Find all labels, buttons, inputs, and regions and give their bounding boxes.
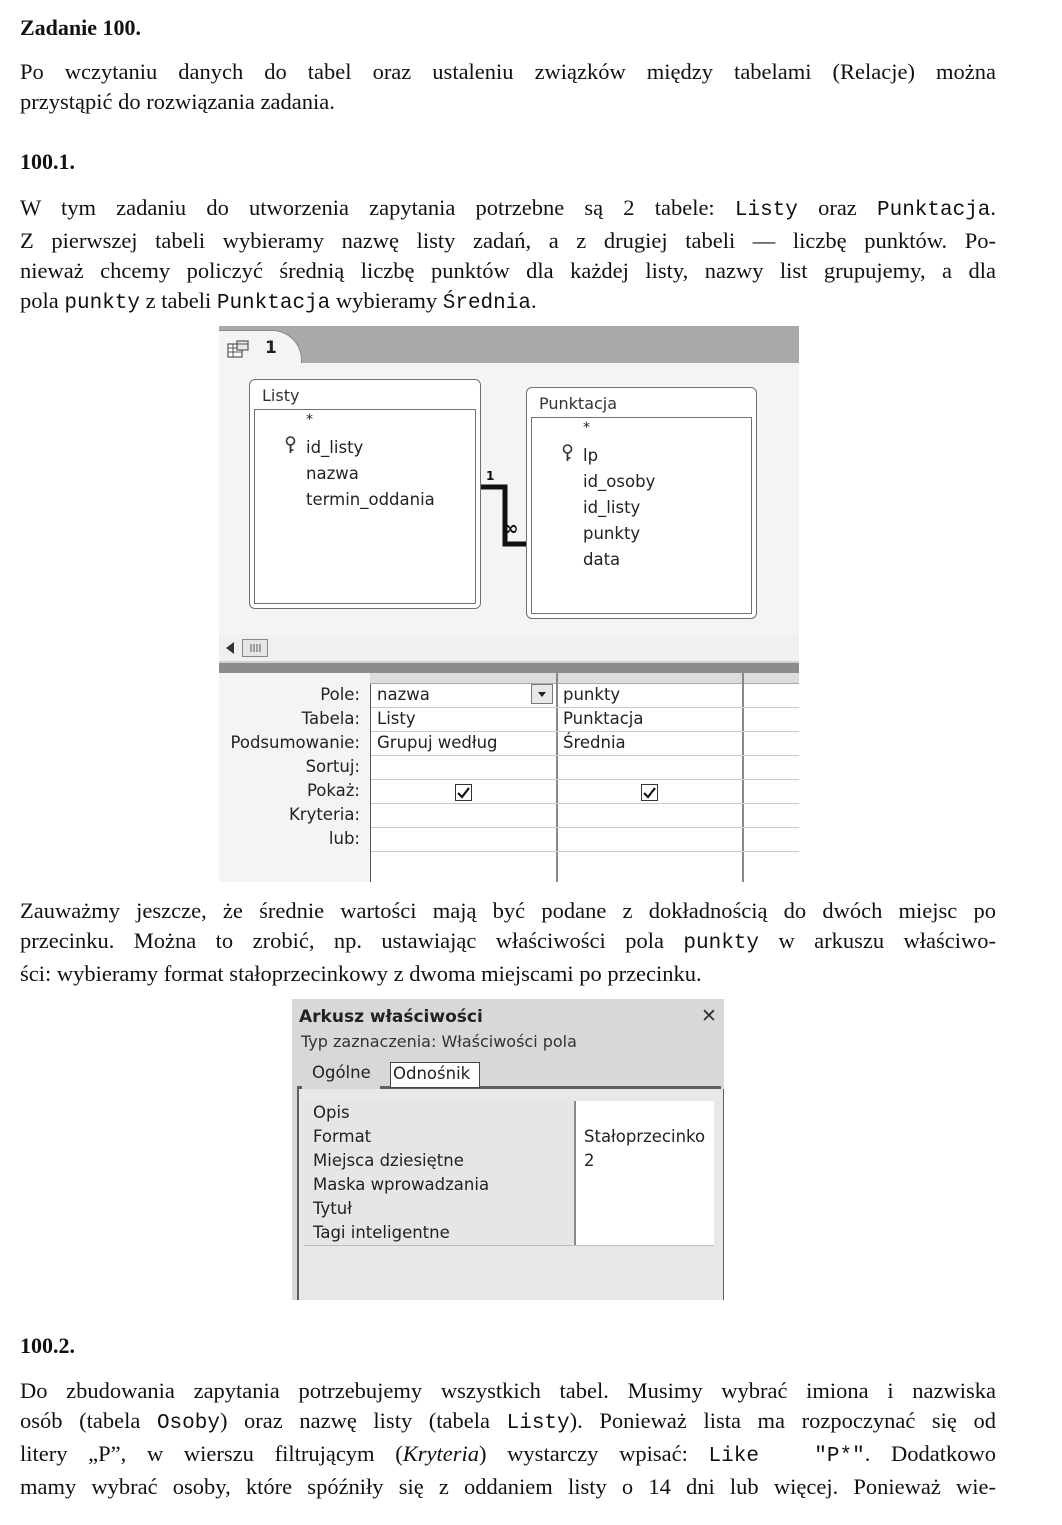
paragraph-100-2	[20, 1376, 996, 1502]
text-span: wybieramy	[335, 288, 438, 313]
property-name: Format	[304, 1125, 576, 1149]
row-label-kryteria: Kryteria:	[288, 805, 360, 824]
tab-odnosnik[interactable]	[390, 1062, 480, 1088]
text-span: W tym zadaniu do utworzenia zapytania potrzebne są 2 tabele:	[20, 195, 715, 220]
text-span: z tabeli	[145, 288, 212, 313]
text-span: osób (tabela	[20, 1408, 141, 1433]
query-tab-bar	[219, 326, 799, 363]
property-row-tytul[interactable]	[304, 1197, 714, 1222]
code-srednia: Średnia	[442, 292, 531, 315]
code-like: Like "P*"	[708, 1445, 865, 1468]
pane-splitter[interactable]	[219, 661, 799, 673]
heading-100-1: 100.1.	[20, 149, 75, 174]
field-id-listy[interactable]: id_listy	[306, 438, 364, 457]
grid-row-divider	[371, 755, 799, 756]
intro-paragraph	[20, 57, 996, 117]
column-selectors[interactable]	[370, 673, 799, 684]
cell-tabela-2[interactable]: Punktacja	[563, 709, 644, 728]
relation-one-label: 1	[486, 469, 495, 483]
scroll-left-arrow-icon[interactable]	[223, 641, 237, 655]
paragraph-format-note	[20, 896, 996, 989]
cell-pole-2[interactable]: punkty	[563, 685, 621, 704]
p1002-line-2	[20, 1406, 996, 1439]
property-name: Maska wprowadzania	[304, 1173, 576, 1197]
selection-type-label: Typ zaznaczenia: Właściwości pola	[301, 1032, 577, 1051]
grid-row-divider	[371, 707, 799, 708]
checkmark-icon	[456, 785, 471, 800]
field-nazwa[interactable]: nazwa	[306, 464, 359, 483]
property-list	[297, 1089, 724, 1300]
p-after-line-3: ści: wybieramy format stałoprzecinkowy z dwoma miejscami po przecinku.	[20, 961, 702, 986]
row-label-podsumowanie: Podsumowanie:	[230, 733, 360, 752]
property-value[interactable]: Stałoprzecinko	[584, 1127, 706, 1146]
field-star[interactable]: *	[306, 412, 313, 428]
tab-odnosnik-label: Odnośnik	[393, 1064, 471, 1083]
chevron-down-icon	[532, 685, 552, 703]
grid-row-divider	[371, 851, 799, 852]
row-label-pokaz: Pokaż:	[306, 781, 360, 800]
intro-line-1: Po wczytaniu danych do tabel oraz ustaleniu związków między tabelami (Relacje) można	[20, 59, 996, 84]
text-span: litery „P”, w wierszu filtrującym (	[20, 1441, 403, 1466]
intro-line-2: przystąpić do rozwiązania zadania.	[20, 89, 335, 114]
cell-tabela-1[interactable]: Listy	[377, 709, 416, 728]
scroll-thumb[interactable]	[242, 639, 268, 657]
tab-ogolne[interactable]	[302, 1059, 380, 1089]
p1001-line-4	[20, 286, 996, 319]
query-icon	[227, 340, 249, 358]
row-label-sortuj: Sortuj:	[305, 757, 360, 776]
field-star[interactable]: *	[583, 420, 590, 436]
property-row-maska[interactable]	[304, 1173, 714, 1198]
grip-icon	[243, 640, 267, 656]
code-listy: Listy	[734, 199, 798, 222]
horizontal-scrollbar[interactable]	[219, 635, 799, 661]
property-row-miejsca-dziesietne[interactable]	[304, 1149, 714, 1174]
p-after-line-2	[20, 926, 996, 959]
code-punkty: punkty	[64, 292, 140, 315]
code-listy: Listy	[506, 1412, 570, 1435]
p1001-line-1	[20, 193, 996, 226]
text-span: ). Ponieważ lista ma rozpoczynać się od	[569, 1408, 997, 1433]
text-span: w arkuszu właściwo-	[778, 928, 997, 953]
table-punktacja[interactable]	[526, 387, 757, 619]
key-icon	[562, 444, 573, 462]
property-name: Tytuł	[304, 1197, 576, 1221]
grid-row-divider	[371, 827, 799, 828]
table-listy-fields	[254, 409, 476, 604]
text-span: .	[990, 195, 997, 220]
query-tab-label: 1	[265, 338, 277, 358]
checkmark-icon	[642, 785, 657, 800]
field-lp[interactable]: lp	[583, 446, 599, 465]
text-span: .	[530, 288, 537, 313]
table-pane	[219, 363, 799, 633]
property-name: Miejsca dziesiętne	[304, 1149, 576, 1173]
property-row-tagi[interactable]	[304, 1221, 714, 1246]
cell-podsumowanie-1[interactable]: Grupuj według	[377, 733, 498, 752]
property-name: Tagi inteligentne	[304, 1221, 576, 1245]
cell-podsumowanie-2[interactable]: Średnia	[563, 733, 626, 752]
table-punktacja-fields	[531, 417, 752, 614]
property-sheet-screenshot	[292, 999, 724, 1300]
code-punktacja: Punktacja	[876, 199, 991, 222]
p1002-line-1: Do zbudowania zapytania potrzebujemy wszystkich tabel. Musimy wybrać imiona i nazwiska	[20, 1378, 996, 1403]
code-punkty: punkty	[683, 932, 760, 955]
grid-row-divider	[371, 803, 799, 804]
property-value[interactable]	[584, 1197, 714, 1221]
table-listy-title: Listy	[262, 386, 300, 405]
heading-100-2: 100.2.	[20, 1333, 75, 1358]
close-icon[interactable]: ✕	[701, 1005, 717, 1027]
text-span: przecinku. Można to zrobić, np. ustawiając właściwości pola	[20, 928, 664, 953]
cell-pole-1[interactable]: nazwa	[377, 685, 430, 704]
property-value[interactable]	[584, 1221, 714, 1245]
row-label-tabela: Tabela:	[301, 709, 360, 728]
query-tab[interactable]	[219, 330, 302, 364]
p1002-line-4: mamy wybrać osoby, które spóźniły się z oddaniem listy o 14 dni lub więcej. Ponieważ wie-	[20, 1474, 996, 1499]
property-value[interactable]	[584, 1101, 714, 1125]
property-row-opis[interactable]	[304, 1101, 714, 1126]
key-icon	[285, 436, 296, 454]
field-dropdown-button[interactable]	[531, 684, 553, 704]
field-id-osoby[interactable]: id_osoby	[583, 472, 656, 491]
heading-zadanie: Zadanie 100.	[20, 15, 142, 40]
tab-ogolne-label: Ogólne	[312, 1063, 371, 1082]
text-span: pola	[20, 288, 59, 313]
field-termin-oddania[interactable]: termin_oddania	[306, 490, 435, 509]
text-span: ) wystarczy wpisać:	[479, 1441, 688, 1466]
p1001-line-2: Z pierwszej tabeli wybieramy nazwę listy zadań, a z drugiej tabeli — liczbę punktów. Po-	[20, 228, 996, 253]
field-id-listy[interactable]: id_listy	[583, 498, 641, 517]
show-checkbox-2[interactable]	[641, 784, 658, 801]
show-checkbox-1[interactable]	[455, 784, 472, 801]
property-value[interactable]: 2	[584, 1151, 595, 1170]
relation-many-label: ∞	[502, 516, 519, 540]
code-punktacja: Punktacja	[216, 292, 331, 315]
table-punktacja-title: Punktacja	[539, 394, 618, 413]
p1001-line-3: nieważ chcemy policzyć średnią liczbę punktów dla każdej listy, nazwy list grupujemy, a dla	[20, 258, 996, 283]
design-grid	[219, 673, 799, 882]
text-span: oraz	[818, 195, 857, 220]
query-designer-screenshot	[219, 326, 799, 882]
property-value[interactable]	[584, 1173, 714, 1197]
property-name: Opis	[304, 1101, 576, 1125]
p-after-line-1: Zauważmy jeszcze, że średnie wartości mają być podane z dokładnością do dwóch miejsc po	[20, 898, 996, 923]
paragraph-100-1	[20, 193, 996, 319]
field-data[interactable]: data	[583, 550, 621, 569]
field-punkty[interactable]: punkty	[583, 524, 641, 543]
grid-row-divider	[371, 731, 799, 732]
code-osoby: Osoby	[156, 1412, 220, 1435]
text-span: ) oraz nazwę listy (tabela	[219, 1408, 491, 1433]
p1002-line-3	[20, 1439, 996, 1472]
property-row-format[interactable]	[304, 1125, 714, 1150]
property-sheet-title: Arkusz właściwości	[299, 1007, 483, 1027]
row-label-lub: lub:	[328, 829, 360, 848]
table-listy[interactable]	[249, 379, 481, 609]
grid-row-divider	[371, 779, 799, 780]
italic-kryteria: Kryteria	[402, 1441, 479, 1466]
row-label-pole: Pole:	[320, 685, 360, 704]
text-span: . Dodatkowo	[864, 1441, 997, 1466]
